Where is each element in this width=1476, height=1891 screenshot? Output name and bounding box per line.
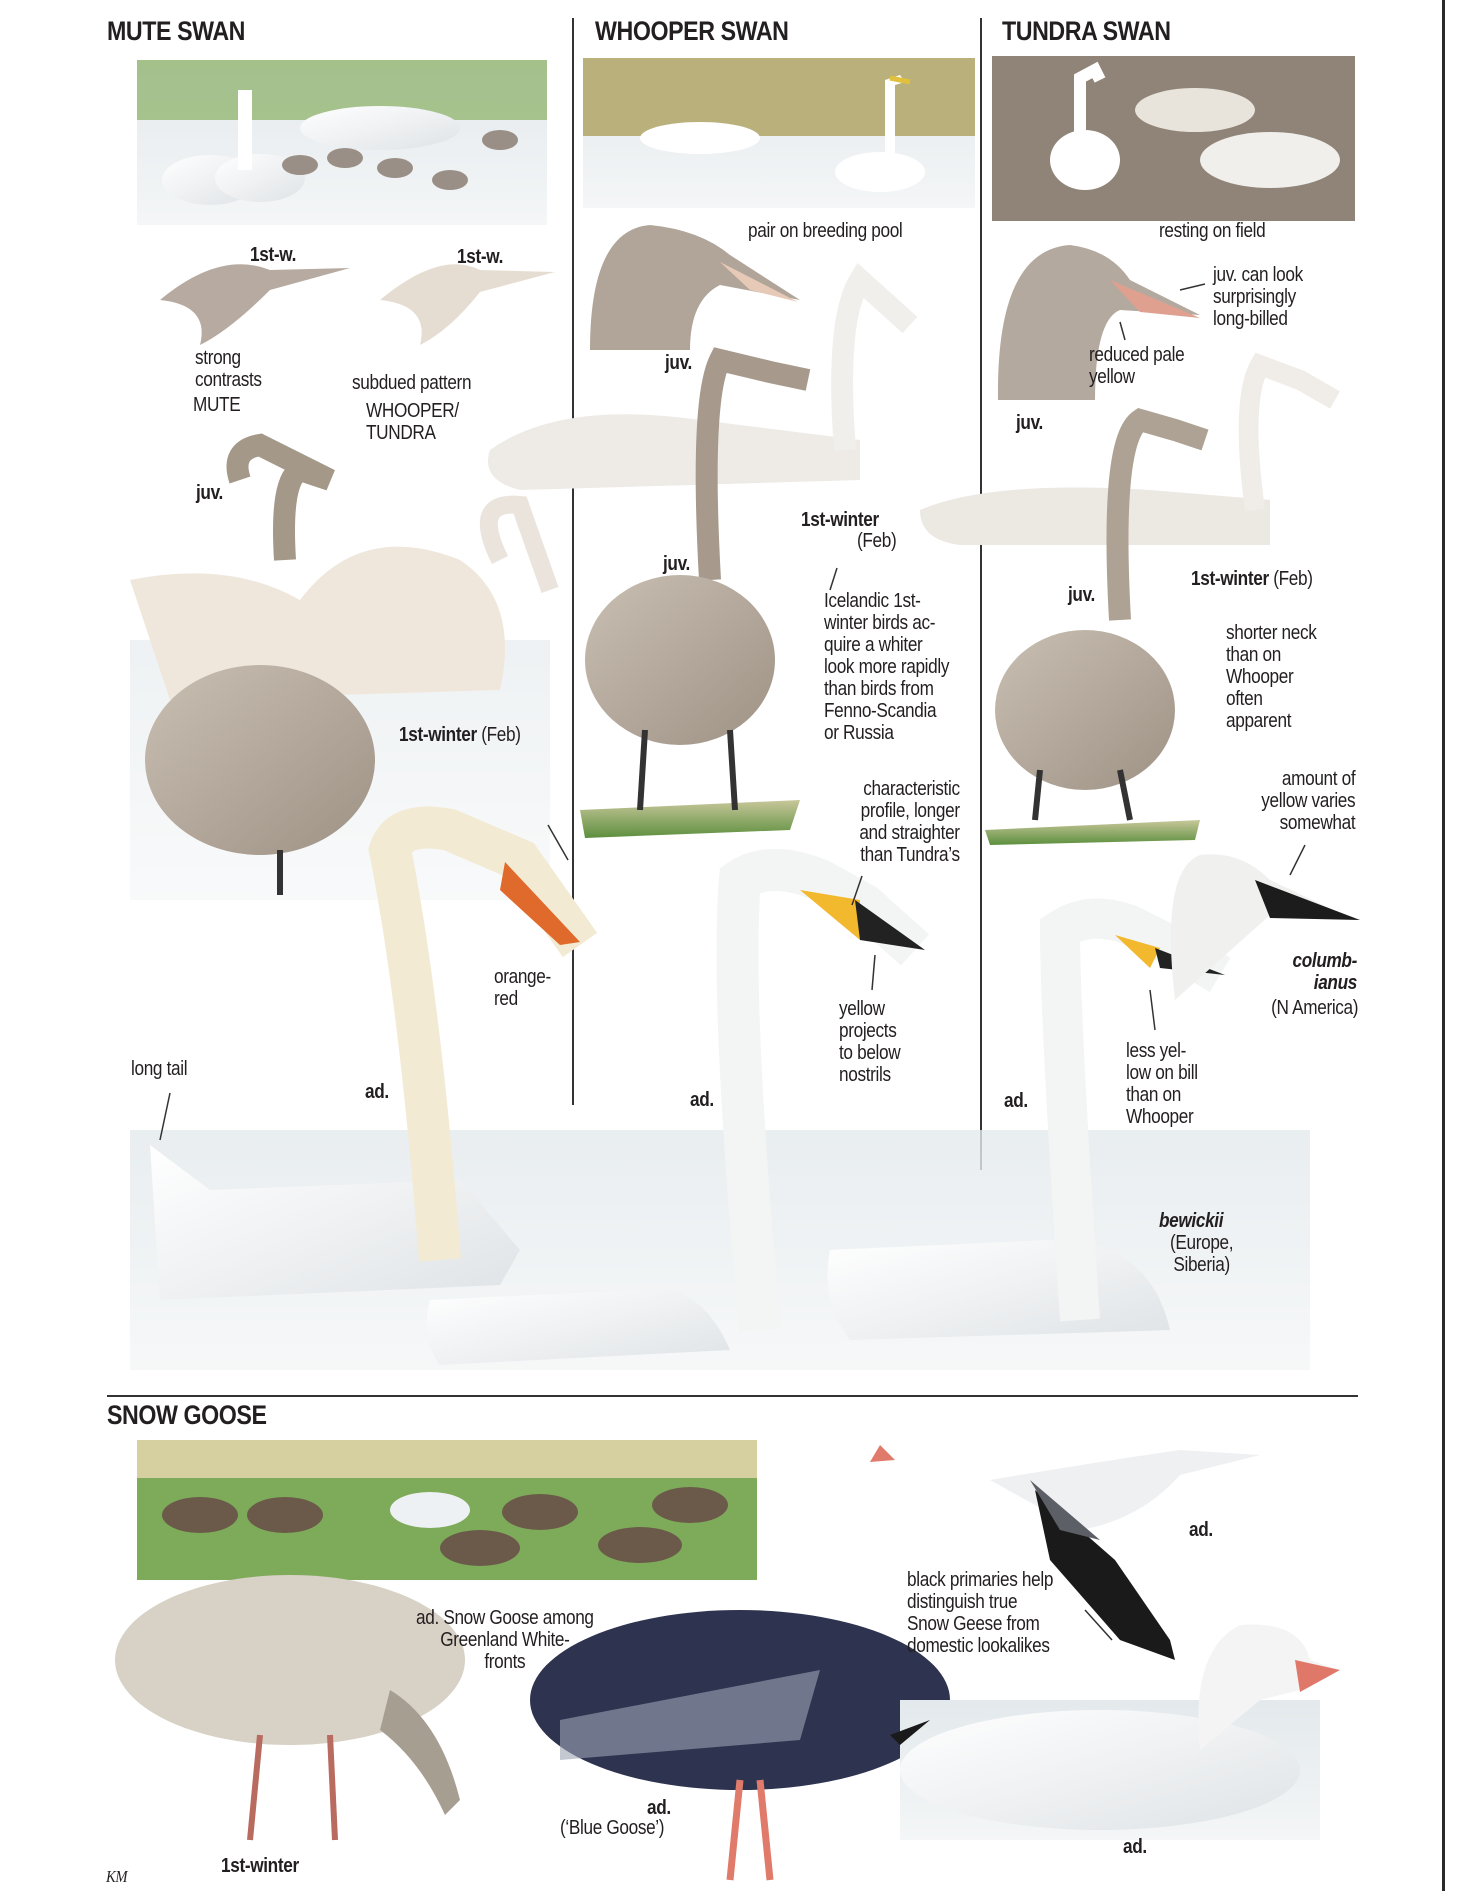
blue-goose-adult-label: ad.: [647, 1797, 671, 1819]
whooper-breeding-pool-scene: [583, 58, 975, 208]
mute-contrast-note: strong contrasts: [195, 347, 262, 391]
mute-flight-left-age-label: 1st-w.: [250, 244, 297, 266]
heading-whooper-swan: WHOOPER SWAN: [595, 16, 789, 46]
mute-flight-right-age-label: 1st-w.: [457, 246, 504, 268]
artist-signature: KM: [106, 1867, 128, 1886]
heading-snow-goose: SNOW GOOSE: [107, 1400, 267, 1430]
columbianus-region: (N America): [1270, 997, 1358, 1019]
tundra-resting-field-scene: [992, 56, 1355, 221]
snow-swim-adult-label: ad.: [1123, 1836, 1147, 1858]
tundra-juvenile-head-label: juv.: [1016, 412, 1043, 434]
page-edge-margin: [1444, 0, 1476, 1891]
mute-bill-colour-note: orange- red: [494, 966, 551, 1010]
mute-contrast-species: MUTE: [193, 394, 241, 416]
tundra-first-winter-label: 1st-winter (Feb): [1191, 568, 1313, 590]
whooper-first-winter-label: 1st-winter: [801, 509, 879, 531]
mute-first-winter-label: 1st-winter (Feb): [399, 724, 521, 746]
long-tail-note: long tail: [131, 1058, 188, 1080]
tundra-juvenile-label: juv.: [1068, 584, 1095, 606]
blue-goose-label: (‘Blue Goose’): [560, 1817, 665, 1839]
bewickii-label: bewickii: [1159, 1210, 1224, 1232]
tundra-reduced-yellow-note: reduced pale yellow: [1089, 344, 1185, 388]
tundra-shorter-neck-note: shorter neck than on Whooper often apparent: [1226, 622, 1317, 732]
mute-swan-family-scene: [137, 60, 547, 225]
tundra-adult-label: ad.: [1004, 1090, 1028, 1112]
tundra-less-yellow-note: less yel- low on bill than on Whooper: [1126, 1040, 1198, 1128]
heading-tundra-swan: TUNDRA SWAN: [1002, 16, 1171, 46]
black-primaries-note: black primaries help distinguish true Snow Geese from domestic lookalikes: [907, 1569, 1054, 1657]
mute-adult-label: ad.: [365, 1081, 389, 1103]
whooper-scene-caption: pair on breeding pool: [748, 220, 903, 242]
tundra-yellow-amount-note: amount of yellow varies somewhat: [1261, 768, 1355, 834]
snow-flight-adult-label: ad.: [1189, 1519, 1213, 1541]
snow-goose-flock-scene: [137, 1440, 757, 1580]
mute-juvenile-flight: [160, 264, 555, 345]
snow-goose-first-winter: [115, 1575, 465, 1840]
subdued-pattern-note: subdued pattern: [352, 372, 472, 394]
heading-mute-swan: MUTE SWAN: [107, 16, 246, 46]
page-edge-line: [1442, 0, 1445, 1891]
whooper-yellow-note: yellow projects to below nostrils: [839, 998, 901, 1086]
whooper-juvenile-label: juv.: [663, 553, 690, 575]
whooper-first-winter-month: (Feb): [857, 530, 897, 552]
snow-flock-caption: ad. Snow Goose among Greenland White- fronts: [416, 1607, 594, 1673]
mute-juvenile-label: juv.: [196, 482, 223, 504]
columbianus-label: columb- ianus: [1292, 950, 1357, 994]
whooper-adult-label: ad.: [690, 1089, 714, 1111]
whooper-profile-note: characteristic profile, longer and straighter than Tundra’s: [859, 778, 960, 866]
icelandic-note: Icelandic 1st- winter birds ac- quire a whiter look more rapidly than birds from Fenno-Scandia or Russia: [824, 590, 950, 744]
tundra-long-billed-note: juv. can look surprisingly long-billed: [1213, 264, 1303, 330]
bewickii-region: (Europe, Siberia): [1170, 1232, 1234, 1276]
tundra-scene-caption: resting on field: [1159, 220, 1266, 242]
snow-first-winter-label: 1st-winter: [221, 1855, 299, 1877]
whooper-juvenile-head-label: juv.: [665, 352, 692, 374]
subdued-species-note: WHOOPER/ TUNDRA: [366, 400, 459, 444]
